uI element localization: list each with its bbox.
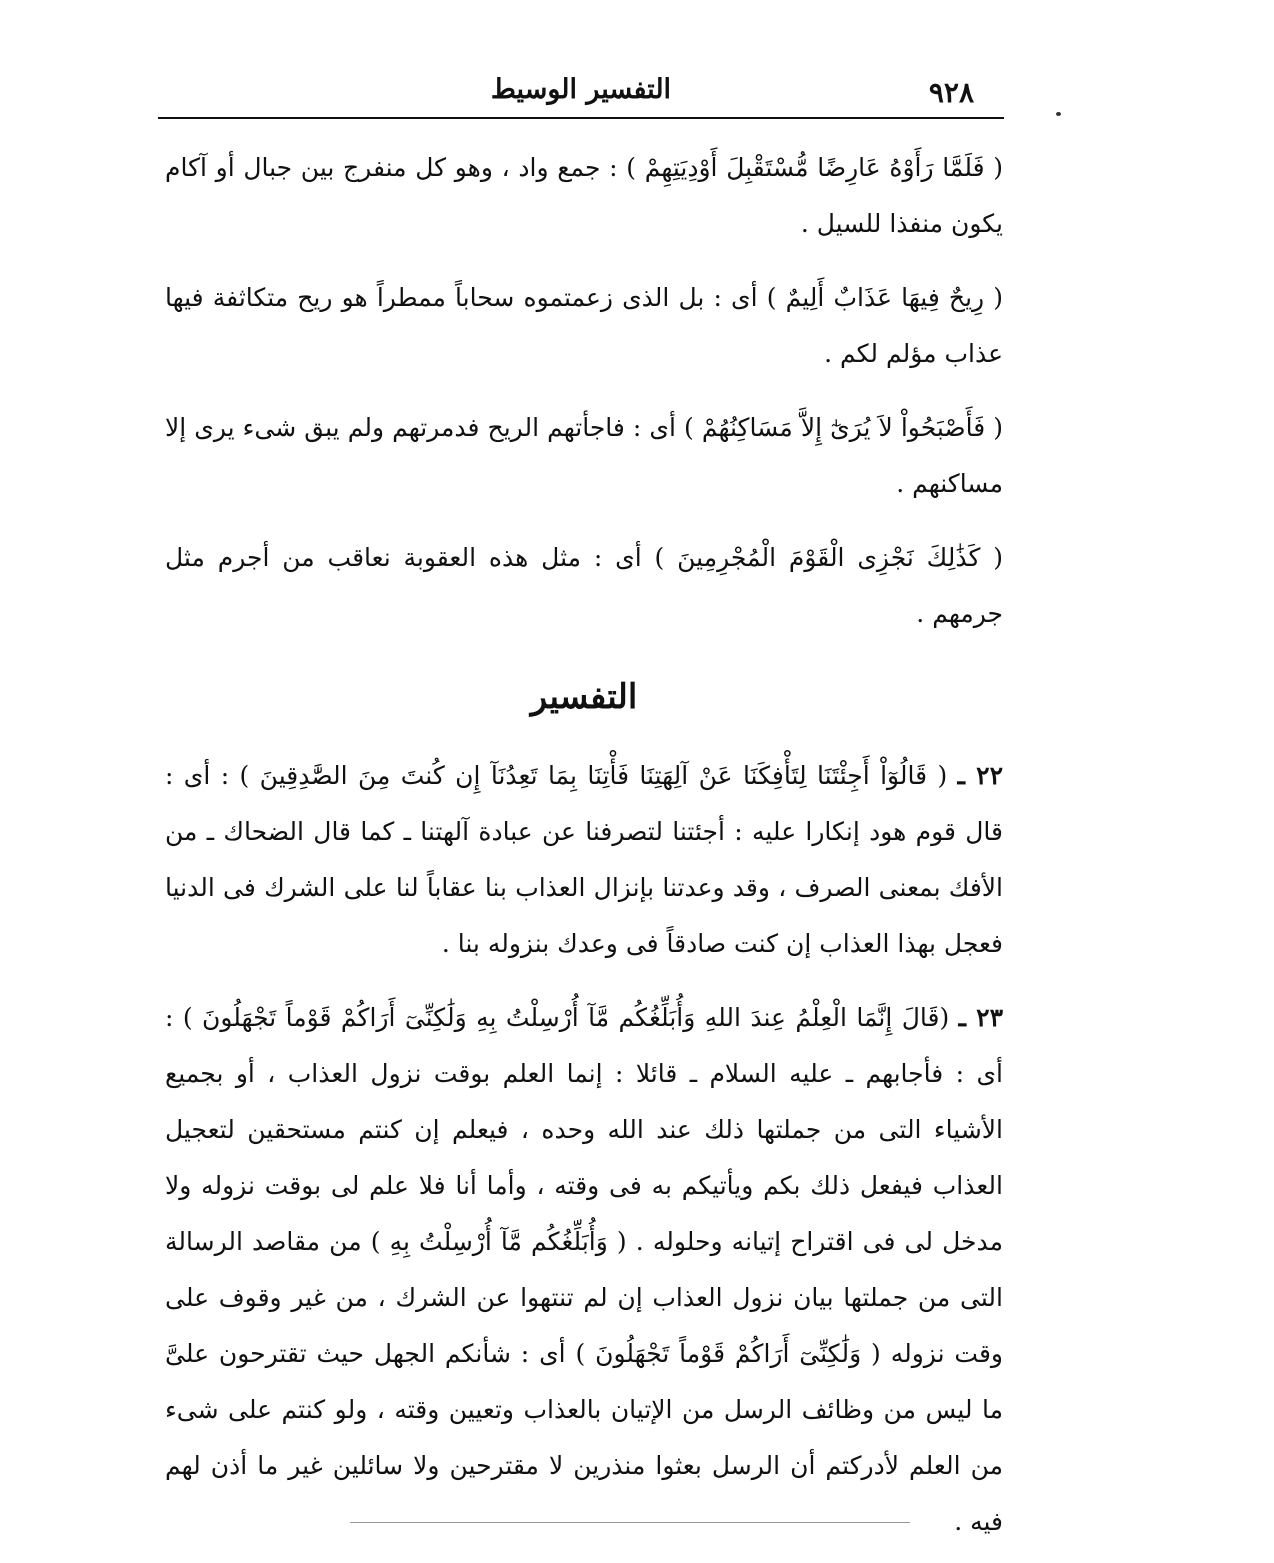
section-heading: التفسير — [530, 677, 638, 717]
quran-quote: ( فَأَصْبَحُواْ لاَ يُرَىٰٓ إِلاَّ مَسَاكِنُهُمْ ) — [684, 413, 1003, 442]
quran-quote: (قَالَ إِنَّمَا الْعِلْمُ عِندَ اللهِ وَأُبَلِّغُكُم مَّآ أُرْسِلْتُ بِهِ وَلَٰكِنِّىٓ أَرَاكُمْ قَوْماً تَجْهَلُونَ ) — [182, 1003, 950, 1032]
gloss-text: أى : فاجأتهم الريح فدمرتهم ولم يبق شىء يرى إلا مساكنهم . — [165, 413, 1003, 498]
scan-speck — [1056, 112, 1061, 116]
commentary-text: : أى : قال قوم هود إنكارا عليه : أجئتنا لتصرفنا عن عبادة آلهتنا ـ كما قال الضحاك ـ من الأفك بمعنى الصرف ، وقد وعدتنا بإنزال العذاب بنا عقاباً لنا على الشرك فى الدنيا فعجل بهذا العذاب إن كنت صادقاً فى وعدك بنزوله بنا . — [165, 761, 1003, 958]
quran-quote: ( وَأُبَلِّغُكُم مَّآ أُرْسِلْتُ بِهِ ) — [370, 1227, 627, 1256]
header-rule — [158, 117, 1004, 119]
gloss-text: : جمع واد ، وهو كل منفرج بين جبال أو آكام يكون منفذا للسيل . — [165, 153, 1003, 238]
quran-quote: ( كَذَٰلِكَ نَجْزِى الْقَوْمَ الْمُجْرِمِينَ ) — [654, 543, 1003, 572]
verse-number: ٢٢ ـ — [957, 761, 1003, 790]
page-number: ٩٢٨ — [928, 76, 974, 109]
gloss-text: أى : بل الذى زعمتموه سحاباً ممطراً هو ريح متكاثفة فيها عذاب مؤلم لكم . — [165, 283, 1003, 368]
footer-rule — [350, 1522, 910, 1523]
verse-number: ٢٣ ـ — [958, 1003, 1003, 1032]
quran-quote: ( قَالُوٓاْ أَجِئْتَنَا لِتَأْفِكَنَا عَنْ آلِهَتِنَا فَأْتِنَا بِمَا تَعِدُنَآ إِن كُنتَ مِنَ الصَّٰدِقِينَ ) — [239, 761, 948, 790]
commentary-paragraph — [165, 748, 1003, 972]
gloss-paragraph — [165, 400, 1003, 512]
running-title: التفسير الوسيط — [490, 74, 672, 105]
page-content — [165, 140, 1003, 1550]
gloss-text: أى : مثل هذه العقوبة نعاقب من أجرم مثل جرمهم . — [165, 543, 1003, 628]
commentary-text: من مقاصد الرسالة التى من جملتها بيان نزول العذاب إن لم تنتهوا عن الشرك ، من غير وقوف على وقت نزوله — [165, 1227, 1003, 1368]
gloss-paragraph — [165, 140, 1003, 252]
quran-quote: ( رِيحٌ فِيهَا عَذَابٌ أَلِيمٌ ) — [766, 283, 1003, 312]
gloss-paragraph — [165, 530, 1003, 642]
commentary-text: : أى : فأجابهم ـ عليه السلام ـ قائلا : إنما العلم بوقت نزول العذاب ، أو بجميع الأشياء التى من جملتها ذلك عند الله وحده ، فيعلم إن كنتم مستحقين لتعجيل العذاب فيفعل ذلك بكم ويأتيكم به فى وقته ، وأما أنا فلا علم لى بوقت نزوله ولا مدخل لى فى اقتراح إتيانه وحلوله . — [165, 1003, 1003, 1256]
quran-quote: ( فَلَمَّا رَأَوْهُ عَارِضًا مُّسْتَقْبِلَ أَوْدِيَتِهِمْ ) — [626, 153, 1004, 182]
gloss-paragraph — [165, 270, 1003, 382]
quran-quote: ( وَلَٰكِنِّىٓ أَرَاكُمْ قَوْماً تَجْهَلُونَ ) — [575, 1339, 881, 1368]
commentary-paragraph — [165, 990, 1003, 1550]
page-header — [158, 72, 1004, 118]
commentary-text: أى : شأنكم الجهل حيث تقترحون علىَّ ما ليس من وظائف الرسل من الإتيان بالعذاب وتعيين وقته ، ولو كنتم على شىء من العلم لأدركتم أن الرسل بعثوا منذرين لا مقترحين ولا سائلين غير ما أذن لهم فيه . — [165, 1339, 1003, 1536]
